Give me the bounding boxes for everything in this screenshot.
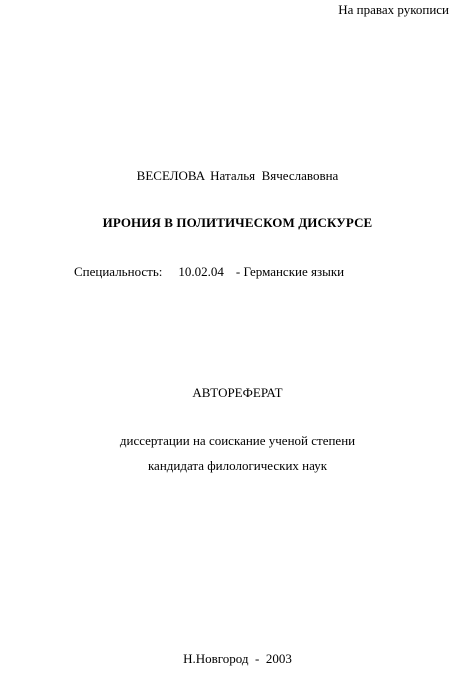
- purpose-line-1: диссертации на соискание ученой степени: [119, 433, 356, 448]
- rights-note: На правах рукописи: [338, 2, 449, 17]
- specialty-name: - Германские языки: [235, 264, 345, 279]
- author-surname: ВЕСЕЛОВА: [136, 168, 206, 183]
- purpose-line-2: кандидата филологических наук: [147, 458, 328, 473]
- specialty-line: [74, 264, 344, 280]
- author-name: [0, 168, 475, 184]
- document-type: АВТОРЕФЕРАТ: [192, 385, 283, 400]
- dissertation-title: ИРОНИЯ В ПОЛИТИЧЕСКОМ ДИСКУРСЕ: [102, 215, 373, 230]
- specialty-code: 10.02.04: [178, 264, 224, 279]
- author-given-names: Наталья Вячеславовна: [210, 168, 339, 183]
- specialty-label: Специальность:: [74, 264, 163, 279]
- place-year: Н.Новгород - 2003: [183, 651, 292, 666]
